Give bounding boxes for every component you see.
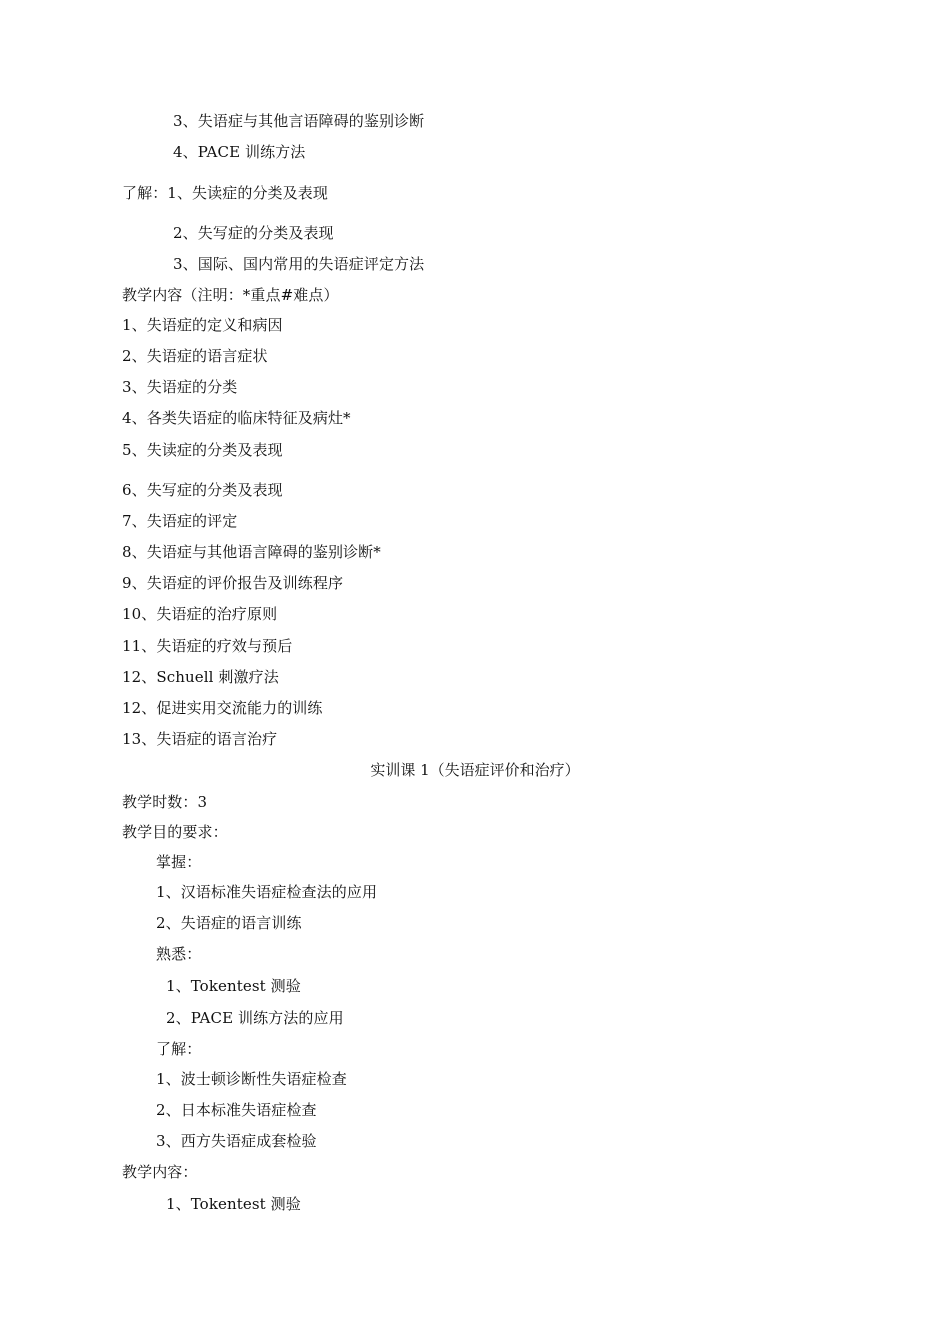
list-item: 7、失语症的评定: [122, 512, 238, 530]
list-item: 3、失语症的分类: [122, 378, 238, 396]
list-item: 3、西方失语症成套检验: [156, 1132, 317, 1150]
list-item: 4、各类失语症的临床特征及病灶*: [122, 409, 351, 427]
text-line: 教学目的要求：: [122, 823, 228, 841]
subheading: 掌握：: [156, 853, 202, 871]
list-item: 10、失语症的治疗原则: [122, 605, 278, 623]
text-line: 4、PACE 训练方法: [173, 143, 306, 161]
list-item: 13、失语症的语言治疗: [122, 730, 278, 748]
text-line: 3、失语症与其他言语障碍的鉴别诊断: [173, 112, 425, 130]
text-line: 了解：1、失读症的分类及表现: [122, 184, 328, 202]
list-item: 1、汉语标准失语症检查法的应用: [156, 883, 378, 901]
list-item: 1、失语症的定义和病因: [122, 316, 283, 334]
practical-course-title: 实训课 1（失语症评价和治疗）: [370, 761, 580, 779]
list-item: 1、Tokentest 测验: [166, 1195, 301, 1213]
list-item: 2、日本标准失语症检查: [156, 1101, 317, 1119]
text-line: 教学内容：: [122, 1163, 198, 1181]
text-line: 3、国际、国内常用的失语症评定方法: [173, 255, 425, 273]
list-item: 2、失语症的语言症状: [122, 347, 268, 365]
section-heading: 教学内容（注明：*重点#难点）: [122, 286, 339, 304]
list-item: 12、Schuell 刺激疗法: [122, 668, 279, 686]
list-item: 11、失语症的疗效与预后: [122, 637, 293, 655]
text-line: 2、失写症的分类及表现: [173, 224, 334, 242]
list-item: 2、PACE 训练方法的应用: [166, 1009, 344, 1027]
subheading: 了解：: [156, 1040, 202, 1058]
list-item: 1、Tokentest 测验: [166, 977, 301, 995]
list-item: 9、失语症的评价报告及训练程序: [122, 574, 344, 592]
list-item: 12、促进实用交流能力的训练: [122, 699, 323, 717]
list-item: 8、失语症与其他语言障碍的鉴别诊断*: [122, 543, 381, 561]
list-item: 1、波士顿诊断性失语症检查: [156, 1070, 347, 1088]
list-item: 5、失读症的分类及表现: [122, 441, 283, 459]
subheading: 熟悉：: [156, 945, 202, 963]
list-item: 6、失写症的分类及表现: [122, 481, 283, 499]
list-item: 2、失语症的语言训练: [156, 914, 302, 932]
text-line: 教学时数：3: [122, 793, 208, 811]
